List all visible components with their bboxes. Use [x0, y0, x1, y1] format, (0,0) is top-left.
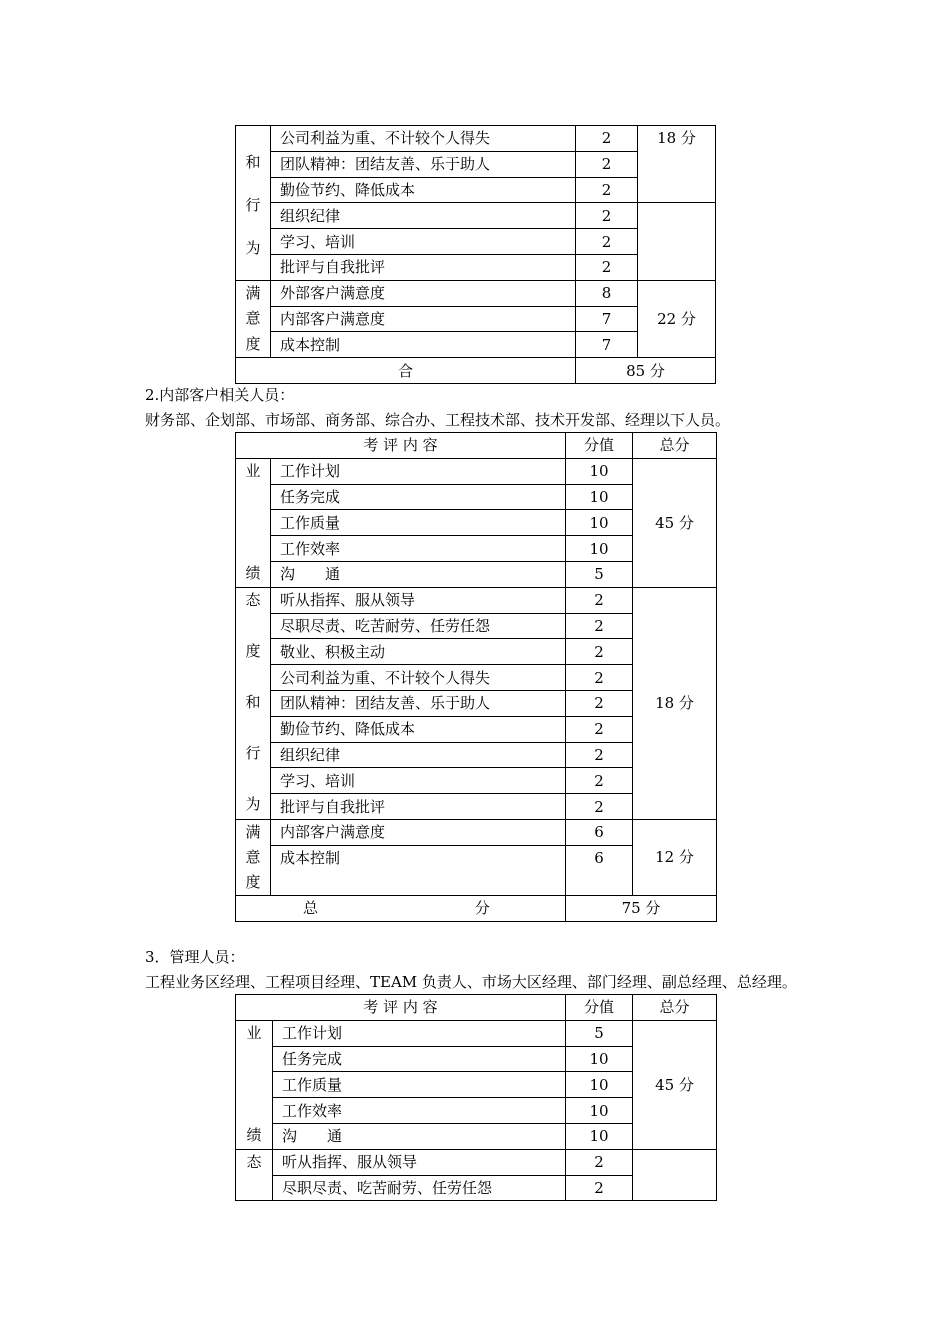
- item-cell: 勤俭节约、降低成本: [271, 716, 566, 742]
- table-row: [236, 1149, 717, 1175]
- table-row: [236, 458, 717, 484]
- item-cell: 工作质量: [271, 510, 566, 536]
- score-cell: 2: [566, 690, 633, 716]
- table-row: [236, 819, 717, 845]
- table-row: [236, 203, 716, 229]
- table-row: [236, 280, 716, 306]
- item-cell: 任务完成: [271, 484, 566, 510]
- score-cell: 2: [566, 587, 633, 613]
- total-label: [236, 895, 566, 921]
- score-cell: 5: [566, 561, 633, 587]
- score-cell: 6: [566, 819, 633, 845]
- score-cell: 10: [566, 458, 633, 484]
- item-cell: 公司利益为重、不计较个人得失: [271, 126, 576, 152]
- score-cell: 5: [566, 1020, 633, 1046]
- item-cell: 沟 通: [273, 1123, 566, 1149]
- score-cell: 2: [576, 254, 638, 280]
- item-cell: 尽职尽责、吃苦耐劳、任劳任怨: [271, 613, 566, 639]
- group-label-performance: 业 绩: [236, 458, 271, 587]
- subtotal-performance: 45 分: [633, 458, 717, 587]
- item-cell: 工作效率: [273, 1098, 566, 1124]
- score-cell: 8: [576, 280, 638, 306]
- score-cell: 7: [576, 332, 638, 358]
- score-cell: 2: [566, 1149, 633, 1175]
- score-cell: 2: [576, 177, 638, 203]
- score-cell: 2: [566, 613, 633, 639]
- item-cell: 组织纪律: [271, 742, 566, 768]
- score-cell: 10: [566, 484, 633, 510]
- header-row: [236, 995, 717, 1021]
- item-cell: 勤俭节约、降低成本: [271, 177, 576, 203]
- header-row: [236, 433, 717, 459]
- header-score: 分值: [566, 995, 633, 1021]
- group-label-satisfaction: 满 意 度: [236, 819, 271, 895]
- table-carryover: [235, 125, 716, 384]
- section-heading: 3．管理人员：: [145, 948, 245, 966]
- score-cell: 6: [566, 845, 633, 895]
- group-label-performance: 业 绩: [236, 1020, 273, 1149]
- score-cell: 2: [566, 794, 633, 820]
- total-label-char-1: 总: [303, 899, 319, 918]
- total-value: 75 分: [566, 895, 717, 921]
- item-cell: 团队精神：团结友善、乐于助人: [271, 690, 566, 716]
- item-cell: 工作效率: [271, 536, 566, 562]
- score-cell: 2: [566, 1175, 633, 1201]
- section-description: 财务部、企划部、市场部、商务部、综合办、工程技术部、技术开发部、经理以下人员。: [145, 411, 731, 429]
- item-cell: 批评与自我批评: [271, 254, 576, 280]
- subtotal-satisfaction: 22 分: [638, 280, 716, 357]
- score-cell: 2: [576, 126, 638, 152]
- score-cell: 10: [566, 1123, 633, 1149]
- item-cell: 公司利益为重、不计较个人得失: [271, 665, 566, 691]
- table-row: [236, 587, 717, 613]
- table-row: [236, 126, 716, 152]
- blank-cell: [633, 1149, 717, 1201]
- score-cell: 2: [566, 742, 633, 768]
- header-total: 总分: [633, 995, 717, 1021]
- header-score: 分值: [566, 433, 633, 459]
- item-cell: 沟 通: [271, 561, 566, 587]
- total-value: 85 分: [576, 358, 716, 384]
- total-label: 合: [236, 358, 576, 384]
- total-label-char-2: 分: [474, 899, 490, 918]
- score-cell: 7: [576, 306, 638, 332]
- item-cell: 外部客户满意度: [271, 280, 576, 306]
- table-management: [235, 994, 717, 1201]
- header-content: 考 评 内 容: [236, 433, 566, 459]
- group-label-attitude: 态 度 和 行 为: [236, 587, 271, 819]
- table-row: [236, 1020, 717, 1046]
- score-cell: 2: [566, 716, 633, 742]
- item-cell: 内部客户满意度: [271, 306, 576, 332]
- header-content: 考 评 内 容: [236, 995, 566, 1021]
- item-cell: 批评与自我批评: [271, 794, 566, 820]
- item-cell: 工作计划: [273, 1020, 566, 1046]
- group-label-behavior: 和 行 为: [236, 126, 271, 281]
- item-cell: 工作计划: [271, 458, 566, 484]
- subtotal-satisfaction: 12 分: [633, 819, 717, 895]
- group-label-satisfaction: 满 意 度: [236, 280, 271, 357]
- score-cell: 2: [566, 639, 633, 665]
- item-cell: 学习、培训: [271, 768, 566, 794]
- item-cell: 任务完成: [273, 1046, 566, 1072]
- group-label-attitude: 态: [236, 1149, 273, 1201]
- total-row: [236, 895, 717, 921]
- item-cell: 内部客户满意度: [271, 819, 566, 845]
- blank-cell: [638, 203, 716, 280]
- item-cell: 团队精神：团结友善、乐于助人: [271, 151, 576, 177]
- section-description: 工程业务区经理、工程项目经理、TEAM 负责人、市场大区经理、部门经理、副总经理、总经理。: [145, 973, 797, 991]
- score-cell: 2: [566, 768, 633, 794]
- score-cell: 2: [566, 665, 633, 691]
- item-cell: 尽职尽责、吃苦耐劳、任劳任怨: [273, 1175, 566, 1201]
- subtotal-attitude: 18 分: [633, 587, 717, 819]
- header-total: 总分: [633, 433, 717, 459]
- subtotal-behavior: 18 分: [638, 126, 716, 203]
- score-cell: 10: [566, 510, 633, 536]
- score-cell: 2: [576, 229, 638, 255]
- item-cell: 敬业、积极主动: [271, 639, 566, 665]
- item-cell: 学习、培训: [271, 229, 576, 255]
- score-cell: 10: [566, 536, 633, 562]
- score-cell: 10: [566, 1046, 633, 1072]
- table-internal-staff: [235, 432, 717, 922]
- subtotal-performance: 45 分: [633, 1020, 717, 1149]
- item-cell: 听从指挥、服从领导: [273, 1149, 566, 1175]
- section-heading: 2.内部客户相关人员：: [145, 386, 295, 404]
- score-cell: 10: [566, 1098, 633, 1124]
- item-cell: 成本控制: [271, 332, 576, 358]
- item-cell: 成本控制: [271, 845, 566, 895]
- item-cell: 工作质量: [273, 1072, 566, 1098]
- total-row: [236, 358, 716, 384]
- item-cell: 组织纪律: [271, 203, 576, 229]
- score-cell: 2: [576, 203, 638, 229]
- score-cell: 10: [566, 1072, 633, 1098]
- score-cell: 2: [576, 151, 638, 177]
- item-cell: 听从指挥、服从领导: [271, 587, 566, 613]
